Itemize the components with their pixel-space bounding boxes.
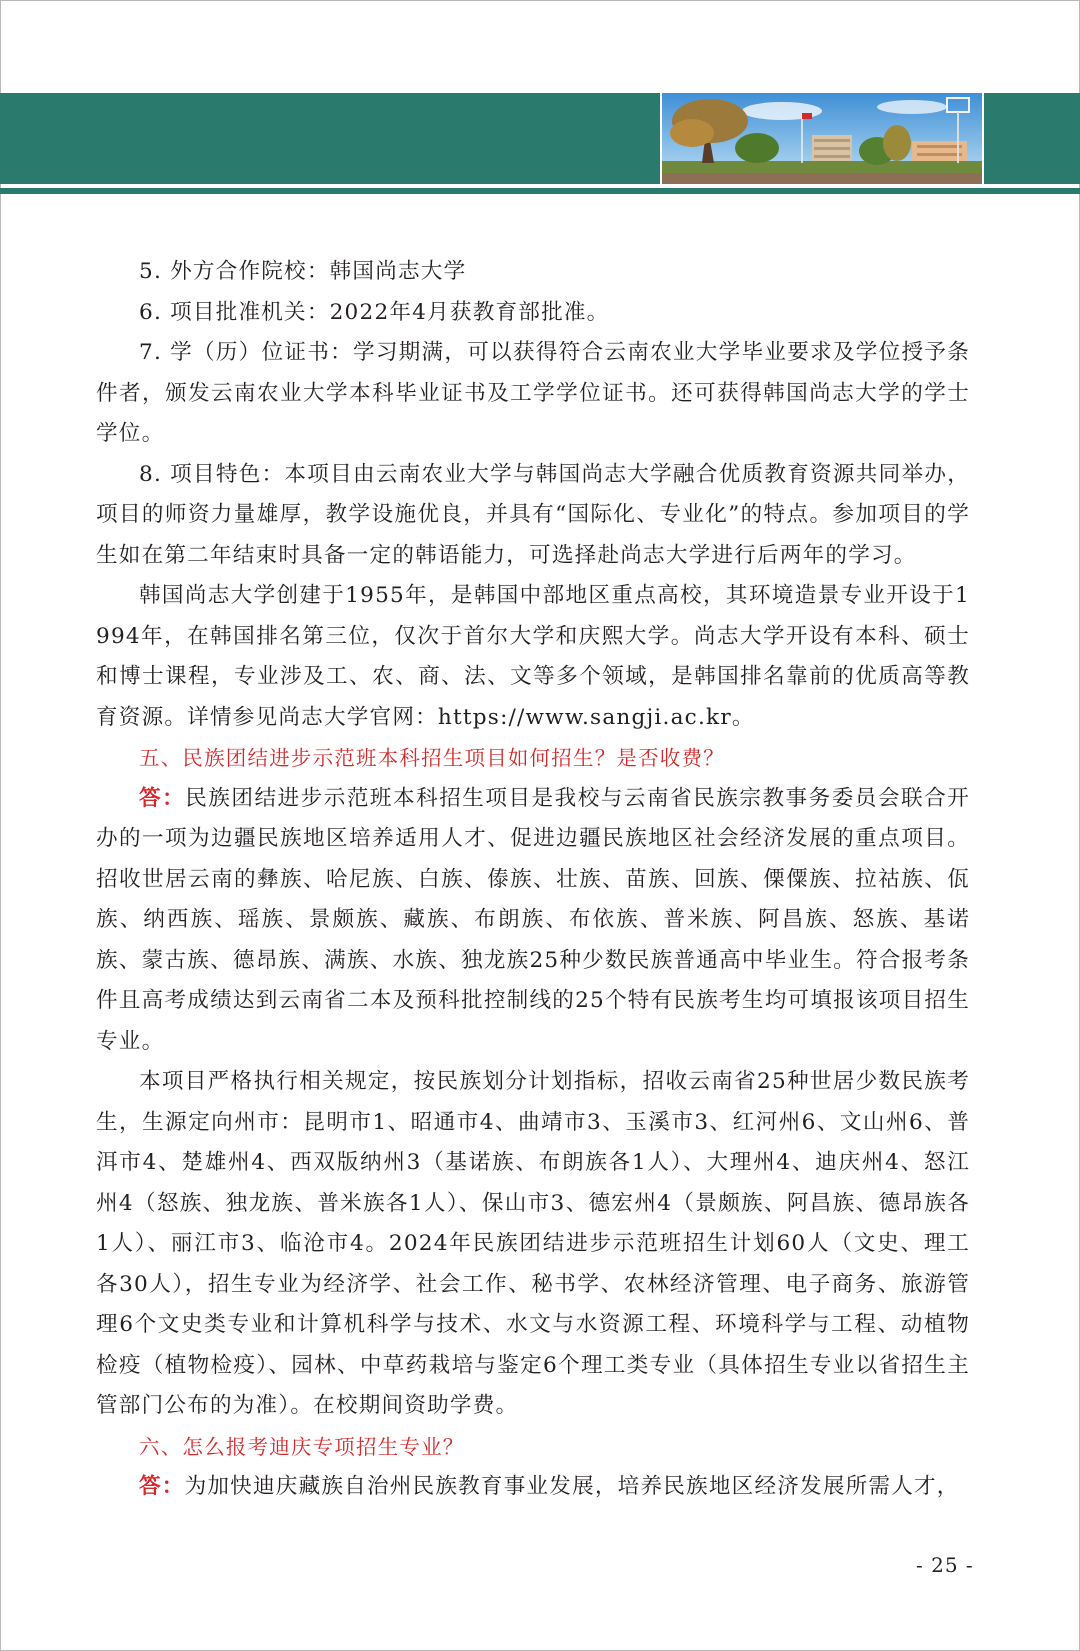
section5-detail: 本项目严格执行相关规定，按民族划分计划指标，招收云南省25种世居少数民族考生，生源定向州市：昆明市1、昭通市4、曲靖市3、玉溪市3、红河州6、文山州6、普洱市4、楚雄州4、西双版纳州3（基诺族、布朗族各1人）、大理州4、迪庆州4、怒江州4（怒族、独龙族、普米族各1人）、保山市3、德宏州4（景颇族、阿昌族、德昂族各1人）、丽江市3、临沧市4。2024年民族团结进步示范班招生计划60人（文史、理工各30人），招生专业为经济学、社会工作、秘书学、农林经济管理、电子商务、旅游管理6个文史类专业和计算机科学与技术、水文与水资源工程、环境科学与工程、动植物检疫（植物检疫）、园林、中草药栽培与鉴定6个理工类专业（具体招生专业以省招生主管部门公布的为准）。在校期间资助学费。 — [96, 1069, 970, 1418]
section6-question: 六、怎么报考迪庆专项招生专业？ — [139, 1434, 465, 1459]
section5-question: 五、民族团结进步示范班本科招生项目如何招生？是否收费？ — [139, 746, 725, 770]
campus-photo-icon — [660, 93, 984, 184]
section6-answer — [96, 1467, 970, 1508]
sangji-intro: 韩国尚志大学创建于1955年，是韩国中部地区重点高校，其环境造景专业开设于1994年，在韩国排名第三位，仅次于首尔大学和庆熙大学。尚志大学开设有本科、硕士和博士课程，专业涉及工、农、商、法、文等多个领域，是韩国排名靠前的优质高等教育资源。详情参见尚志大学官网：https://www.sangji.ac.kr。 — [96, 583, 970, 730]
section5-answer-text: 民族团结进步示范班本科招生项目是我校与云南省民族宗教事务委员会联合开办的一项为边疆民族地区培养适用人才、促进边疆民族地区社会经济发展的重点项目。招收世居云南的彝族、哈尼族、白族、傣族、壮族、苗族、回族、傈僳族、拉祜族、佤族、纳西族、瑶族、景颇族、藏族、布朗族、布依族、普米族、阿昌族、怒族、基诺族、蒙古族、德昂族、满族、水族、独龙族25种少数民族普通高中毕业生。符合报考条件且高考成绩达到云南省二本及预科批控制线的25个特有民族考生均可填报该项目招生专业。 — [96, 785, 970, 1054]
main-content — [96, 252, 970, 1508]
info-item-degree: 7. 学（历）位证书：学习期满，可以获得符合云南农业大学毕业要求及学位授予条件者，颁发云南农业大学本科毕业证书及工学学位证书。还可获得韩国尚志大学的学士学位。 — [96, 340, 970, 446]
page-number: - 25 - — [916, 1553, 974, 1577]
info-item-approval: 6. 项目批准机关：2022年4月获教育部批准。 — [139, 299, 610, 325]
header-stripe — [0, 188, 1080, 194]
answer-label: 答： — [139, 1474, 185, 1499]
section5-answer — [96, 779, 970, 1063]
section6-answer-text: 为加快迪庆藏族自治州民族教育事业发展，培养民族地区经济发展所需人才， — [184, 1474, 960, 1499]
info-item-features: 8. 项目特色：本项目由云南农业大学与韩国尚志大学融合优质教育资源共同举办，项目的师资力量雄厚，教学设施优良，并具有“国际化、专业化”的特点。参加项目的学生如在第二年结束时具备一定的韩语能力，可选择赴尚志大学进行后两年的学习。 — [96, 461, 970, 568]
info-item-partner: 5. 外方合作院校：韩国尚志大学 — [139, 259, 467, 284]
answer-label: 答： — [139, 785, 186, 811]
